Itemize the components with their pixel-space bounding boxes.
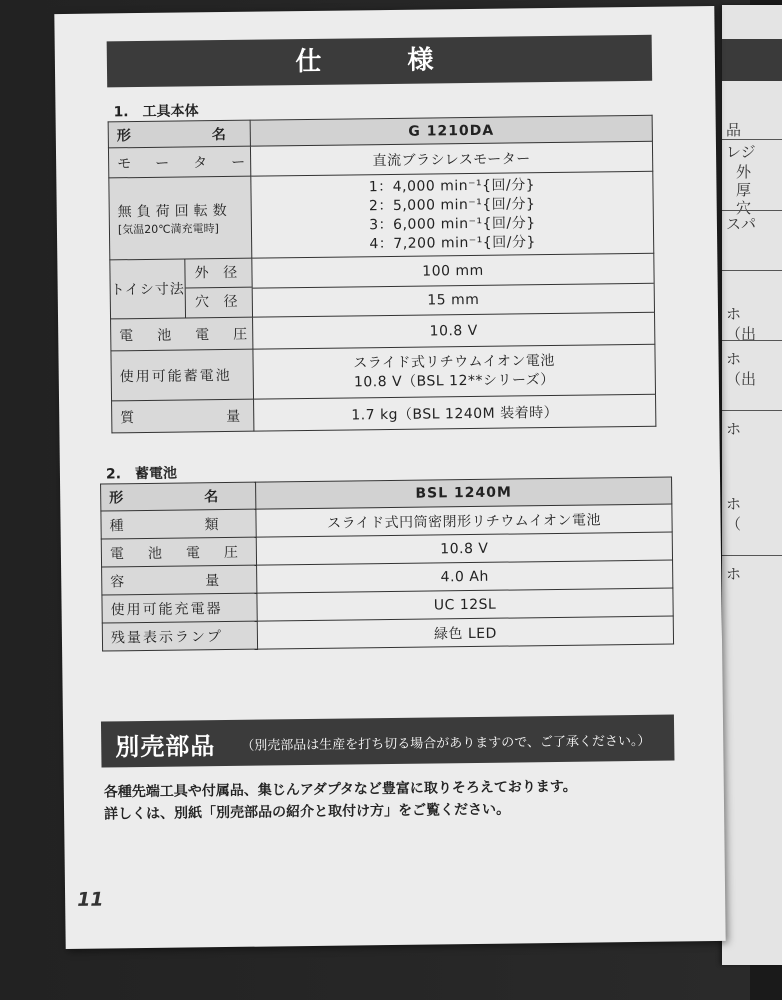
mass-label-left: 質 bbox=[120, 409, 140, 426]
page-number: 11 bbox=[77, 888, 104, 911]
adjacent-divider bbox=[722, 555, 782, 556]
speed-note: [気温20℃満充電時] bbox=[117, 221, 219, 236]
speed-value: 2：5,000 min⁻¹{回/分} bbox=[368, 195, 536, 214]
tool-spec-table bbox=[108, 115, 657, 434]
adjacent-fragment: ホ bbox=[726, 305, 742, 323]
wheel-label: トイシ寸法 bbox=[110, 259, 186, 318]
adjacent-fragment: ホ bbox=[726, 420, 742, 438]
adjacent-divider bbox=[722, 210, 782, 211]
adjacent-fragment: （ bbox=[726, 515, 742, 533]
section1-heading: 1. 工具本体 bbox=[113, 103, 199, 121]
optional-parts-title: 別売部品 bbox=[115, 732, 216, 762]
adjacent-fragment: 穴 bbox=[736, 199, 752, 217]
speed-value: 4：7,200 min⁻¹{回/分} bbox=[369, 233, 536, 252]
adjacent-fragment: （出 bbox=[726, 325, 757, 343]
charger-label: 使用可能充電器 bbox=[102, 593, 257, 623]
battery-value-line1: スライド式リチウムイオン電池 bbox=[353, 352, 555, 371]
battery-model-label: 形 名 bbox=[101, 482, 256, 511]
speed-values bbox=[251, 171, 654, 258]
optional-parts-line2: 詳しくは、別紙「別売部品の紹介と取付け方」をご覧ください。 bbox=[103, 801, 511, 823]
hole-diameter-label: 穴 径 bbox=[195, 293, 243, 311]
adjacent-divider bbox=[722, 340, 782, 341]
adjacent-page bbox=[722, 5, 782, 965]
adjacent-fragment: スパ bbox=[726, 215, 757, 233]
mass-label-cell bbox=[112, 399, 254, 433]
battery-voltage-value: 10.8 V bbox=[256, 532, 672, 565]
section2-heading: 2. 蓄電池 bbox=[105, 465, 178, 483]
battery-label: 使用可能蓄電池 bbox=[111, 349, 254, 401]
mass-value: 1.7 kg（BSL 1240M 装着時） bbox=[254, 394, 656, 431]
adjacent-divider bbox=[722, 139, 782, 140]
voltage-value: 10.8 V bbox=[253, 312, 655, 349]
adjacent-fragment: ホ bbox=[726, 565, 742, 583]
indicator-label: 残量表示ランプ bbox=[102, 621, 257, 651]
mass-label-right: 量 bbox=[226, 408, 246, 425]
outer-diameter-label: 外 径 bbox=[185, 259, 251, 289]
manual-page bbox=[54, 6, 725, 949]
hole-diameter-value: 15 mm bbox=[427, 291, 480, 309]
adjacent-header-bar bbox=[722, 39, 782, 81]
spec-title: 仕 様 bbox=[107, 35, 653, 88]
optional-parts-note: （別売部品は生産を打ち切る場合がありますので、ご了承ください。） bbox=[241, 733, 651, 754]
speed-label-cell bbox=[109, 176, 252, 260]
adjacent-fragment: レジ bbox=[726, 143, 756, 161]
adjacent-fragment: ホ bbox=[726, 350, 742, 368]
adjacent-fragment: 外 bbox=[736, 163, 752, 181]
adjacent-fragment: 厚 bbox=[736, 181, 752, 199]
indicator-value: 緑色 LED bbox=[257, 616, 673, 649]
battery-voltage-label: 電 池 電 圧 bbox=[101, 537, 256, 567]
adjacent-divider bbox=[722, 270, 782, 271]
speed-value: 3：6,000 min⁻¹{回/分} bbox=[369, 214, 536, 233]
model-label: 形 名 bbox=[108, 120, 250, 148]
battery-spec-table bbox=[100, 477, 674, 652]
adjacent-fragment: 品 bbox=[726, 121, 742, 139]
type-value: スライド式円筒密閉形リチウムイオン電池 bbox=[256, 504, 672, 537]
voltage-label: 電 池 電 圧 bbox=[111, 317, 253, 351]
table-row bbox=[112, 394, 656, 433]
adjacent-fragment: ホ bbox=[726, 495, 742, 513]
motor-label: モ ー タ ー bbox=[108, 146, 250, 178]
table-row bbox=[102, 616, 673, 651]
model-value: G 1210DA bbox=[250, 115, 652, 146]
capacity-value: 4.0 Ah bbox=[257, 560, 673, 593]
speed-value: 1：4,000 min⁻¹{回/分} bbox=[368, 176, 536, 195]
battery-value-line2: 10.8 V（BSL 12**シリーズ） bbox=[353, 371, 555, 390]
table-row bbox=[111, 344, 656, 401]
motor-value: 直流ブラシレスモーター bbox=[250, 141, 652, 176]
capacity-label: 容 量 bbox=[102, 565, 257, 595]
type-label: 種 類 bbox=[101, 509, 256, 539]
wheel-label-cell bbox=[110, 258, 253, 319]
outer-diameter-value: 100 mm bbox=[252, 254, 653, 288]
battery-model-value: BSL 1240M bbox=[255, 477, 671, 509]
optional-parts-bar bbox=[101, 715, 675, 768]
charger-value: UC 12SL bbox=[257, 588, 673, 621]
table-row bbox=[110, 253, 655, 319]
battery-values bbox=[253, 344, 656, 399]
wheel-values bbox=[252, 253, 655, 317]
speed-label: 無負荷回転数 bbox=[117, 202, 232, 220]
table-row bbox=[109, 171, 654, 260]
optional-parts-line1: 各種先端工具や付属品、集じんアダプタなど豊富に取りそろえております。 bbox=[103, 778, 577, 801]
adjacent-fragment: （出 bbox=[726, 370, 757, 388]
adjacent-divider bbox=[722, 410, 782, 411]
